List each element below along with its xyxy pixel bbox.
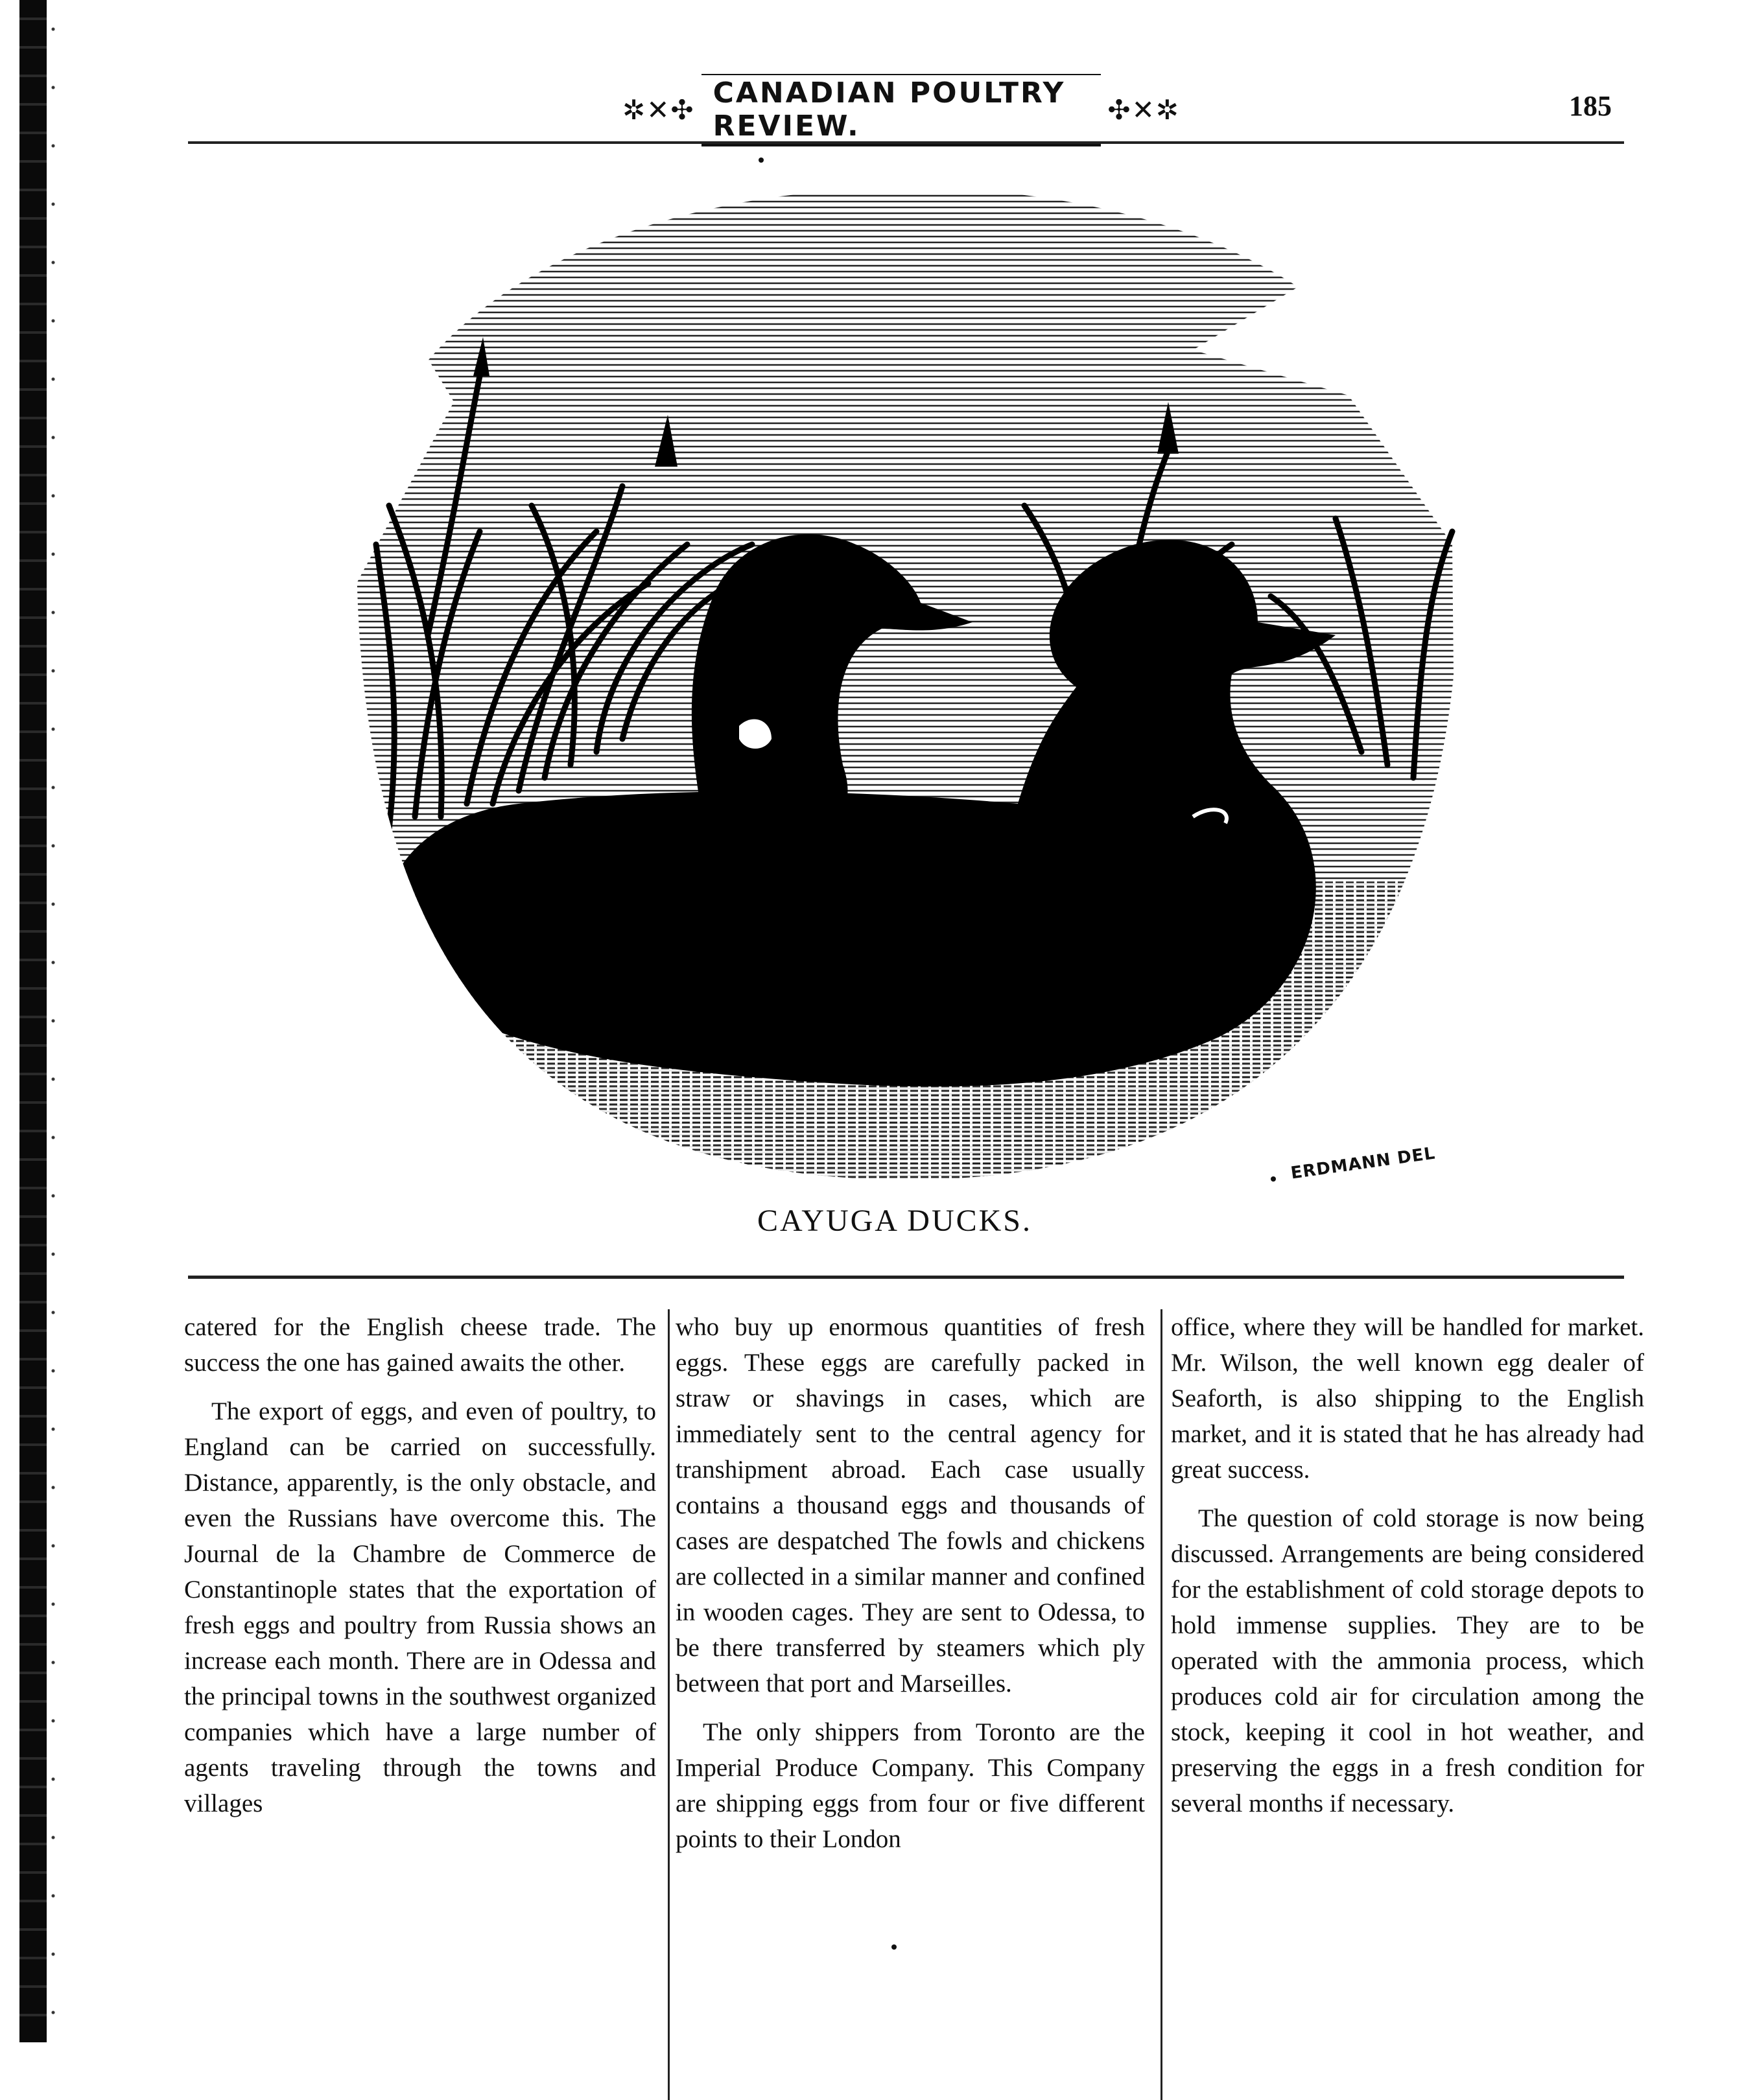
artist-signature: ERDMANN DEL bbox=[1290, 1143, 1437, 1184]
article-column-1 bbox=[184, 1309, 656, 1834]
paragraph: The only shippers from Toronto are the Imperial Produce Company. This Company are shipping eggs from four or five different points to their London bbox=[676, 1718, 1145, 1853]
paragraph: The export of eggs, and even of poultry, to England can be carried on successfully. Distance, apparently, is the only obstacle, and even the Russians have overcome this. The Journal de la Chambre de Commerce de Constantinople states that the exportation of fresh eggs and poultry from Russia shows an increase each month. There are in Odessa and the principal towns in the southwest organized companies which have a large number of agents traveling through the towns and villages bbox=[184, 1397, 656, 1817]
page-number: 185 bbox=[1569, 90, 1612, 122]
header-rule bbox=[188, 141, 1624, 144]
publication-title: CANADIAN POULTRY REVIEW. bbox=[701, 74, 1102, 146]
caption-rule bbox=[188, 1276, 1624, 1279]
ornament-right-icon: ✣✕✲ bbox=[1107, 96, 1180, 126]
ornament-left-icon: ✲✕✣ bbox=[622, 96, 695, 126]
paragraph: who buy up enormous quantities of fresh eggs. These eggs are carefully packed in straw or shavings in cases, which are immediately sent to the central agency for transhipment abroad. Each case usually contains a thousand eggs and thousands of cases are despatched The fowls and chickens are collected in a similar manner and confined in wooden cages. They are sent to Odessa, to be there transferred by steamers which ply between that port and Marseilles. bbox=[676, 1313, 1145, 1698]
paragraph: office, where they will be handled for market. Mr. Wilson, the well known egg dealer of Seaforth, is also shipping to the English market, and it is stated that he has already had great success. bbox=[1171, 1313, 1644, 1484]
column-divider bbox=[668, 1309, 670, 2100]
binding-edge bbox=[19, 0, 47, 2042]
illustration-caption: CAYUGA DUCKS. bbox=[757, 1204, 1032, 1238]
paragraph: The question of cold storage is now being discussed. Arrangements are being considered for the establishment of cold storage depots to hold immense supplies. They are to be operated with the ammonia process, which produces cold air for circulation among the stock, keeping it cool in hot weather, and preserving the eggs in a fresh condition for several months if necessary. bbox=[1171, 1504, 1644, 1817]
ink-speck bbox=[891, 1944, 897, 1950]
duck-engraving bbox=[350, 181, 1465, 1199]
masthead bbox=[622, 76, 1180, 143]
article-column-2 bbox=[676, 1309, 1145, 1870]
ink-speck bbox=[1271, 1176, 1276, 1182]
paragraph: catered for the English cheese trade. The success the one has gained awaits the other. bbox=[184, 1313, 656, 1377]
article-column-3 bbox=[1171, 1309, 1644, 1834]
binding-holes bbox=[49, 0, 57, 2042]
column-divider bbox=[1161, 1309, 1162, 2100]
ink-speck bbox=[759, 158, 764, 163]
